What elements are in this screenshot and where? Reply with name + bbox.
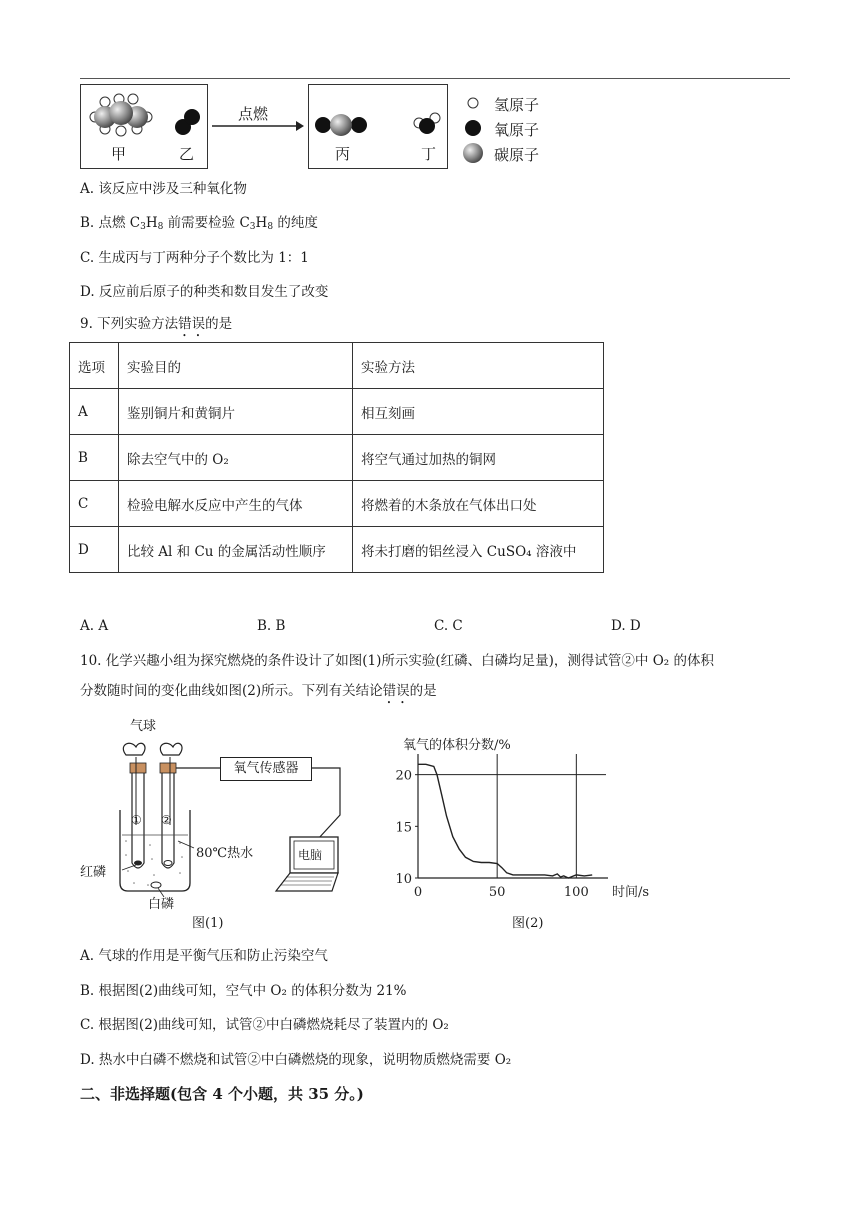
table-row	[70, 389, 604, 435]
q10-option-a: A. 气球的作用是平衡气压和防止污染空气	[80, 948, 328, 964]
q9-answer-c: C. C	[434, 618, 463, 634]
table-cell: 检验电解水反应中产生的气体	[119, 481, 353, 527]
reactants-box	[80, 84, 208, 169]
oxygen-fraction-chart	[380, 752, 650, 902]
balloon-label: 气球	[130, 719, 157, 734]
table-cell: 除去空气中的 O₂	[119, 435, 353, 481]
arrow-label: 点燃	[238, 105, 269, 123]
oxygen-atom-icon	[464, 119, 482, 137]
table-row	[70, 481, 604, 527]
table-cell: 相互刻画	[353, 389, 604, 435]
apparatus-drawing	[78, 715, 378, 930]
table-cell: D	[70, 527, 119, 573]
table-cell: B	[70, 435, 119, 481]
hydrogen-atom-icon	[466, 96, 480, 110]
table-row	[70, 527, 604, 573]
table-cell: 将燃着的木条放在气体出口处	[353, 481, 604, 527]
table-row	[70, 435, 604, 481]
table-cell: 将空气通过加热的铜网	[353, 435, 604, 481]
q10-option-c: C. 根据图(2)曲线可知，试管②中白磷燃烧耗尽了装置内的 O₂	[80, 1017, 449, 1033]
x-axis-label: 时间/s	[612, 885, 650, 900]
reaction-arrow	[212, 120, 304, 132]
q10-stem-line2: 分数随时间的变化曲线如图(2)所示。下列有关结论错误的是	[80, 683, 437, 699]
computer-label: 电脑	[298, 848, 323, 862]
oxygen-sensor-label: 氧气传感器	[233, 761, 299, 776]
table-cell: 比较 Al 和 Cu 的金属活动性顺序	[119, 527, 353, 573]
reactant-a-label: 甲	[111, 145, 127, 163]
oxygen-molecule	[175, 109, 200, 135]
table-header-cell: 实验方法	[353, 343, 604, 389]
co2-molecule	[315, 114, 367, 136]
oxygen-fraction-series-line	[418, 764, 592, 878]
q9-answer-a: A. A	[80, 618, 109, 634]
q10-option-b: B. 根据图(2)曲线可知，空气中 O₂ 的体积分数为 21%	[80, 983, 407, 999]
propane-molecule	[90, 94, 152, 136]
x-tick-label: 0	[413, 885, 423, 900]
table-header-cell: 实验目的	[119, 343, 353, 389]
table-cell: 将未打磨的铝丝浸入 CuSO₄ 溶液中	[353, 527, 604, 573]
y-tick-label: 10	[395, 872, 412, 887]
carbon-atom-icon	[462, 142, 484, 164]
x-tick-label: 100	[563, 885, 589, 900]
q9-answer-b: B. B	[257, 618, 286, 634]
water-molecule	[414, 113, 440, 134]
legend-oxygen: 氧原子	[494, 121, 540, 139]
legend-hydrogen: 氢原子	[494, 96, 540, 114]
y-tick-label: 20	[395, 768, 412, 784]
q10-option-d: D. 热水中白磷不燃烧和试管②中白磷燃烧的现象，说明物质燃烧需要 O₂	[80, 1052, 512, 1068]
q8-option-d: D. 反应前后原子的种类和数目发生了改变	[80, 284, 329, 300]
legend-carbon: 碳原子	[494, 146, 540, 164]
x-tick-label: 50	[488, 885, 506, 900]
oxygen-sensor-box	[220, 757, 312, 781]
red-phosphorus-label: 红磷	[80, 865, 107, 880]
product-c-label: 丙	[335, 145, 351, 163]
q9-stem: 9. 下列实验方法错误的是	[80, 316, 233, 332]
products-box	[308, 84, 448, 169]
table-cell: 鉴别铜片和黄铜片	[119, 389, 353, 435]
tube-2-label: ②	[161, 813, 172, 827]
q9-answer-d: D. D	[611, 618, 641, 634]
figure-1-caption: 图(1)	[192, 916, 224, 931]
figure-2-caption: 图(2)	[512, 916, 544, 931]
section-2-heading: 二、非选择题(包含 4 个小题，共 35 分。)	[80, 1085, 364, 1103]
reactant-b-label: 乙	[179, 145, 195, 163]
q10-stem-line1: 10. 化学兴趣小组为探究燃烧的条件设计了如图(1)所示实验(红磷、白磷均足量)，测得试管②中 O₂ 的体积	[80, 653, 714, 669]
white-phosphorus-label: 白磷	[148, 897, 175, 912]
top-rule	[80, 78, 790, 79]
y-tick-label: 15	[395, 820, 412, 836]
q8-option-c: C. 生成丙与丁两种分子个数比为 1：1	[80, 250, 309, 266]
q9-table	[69, 342, 604, 573]
table-cell: A	[70, 389, 119, 435]
q8-option-b: B. 点燃 $C_3H_8$ 前需要检验 $C_3H_8$ 的纯度	[80, 215, 318, 232]
table-header-cell: 选项	[70, 343, 119, 389]
tube-1-label: ①	[131, 813, 142, 827]
chart-ylabel: 氧气的体积分数/%	[403, 738, 511, 753]
q8-option-a: A. 该反应中涉及三种氧化物	[80, 181, 247, 197]
table-cell: C	[70, 481, 119, 527]
figure-1-apparatus	[78, 715, 378, 930]
hot-water-label: 80℃热水	[196, 846, 254, 861]
product-d-label: 丁	[421, 145, 437, 163]
table-header-row	[70, 343, 604, 389]
